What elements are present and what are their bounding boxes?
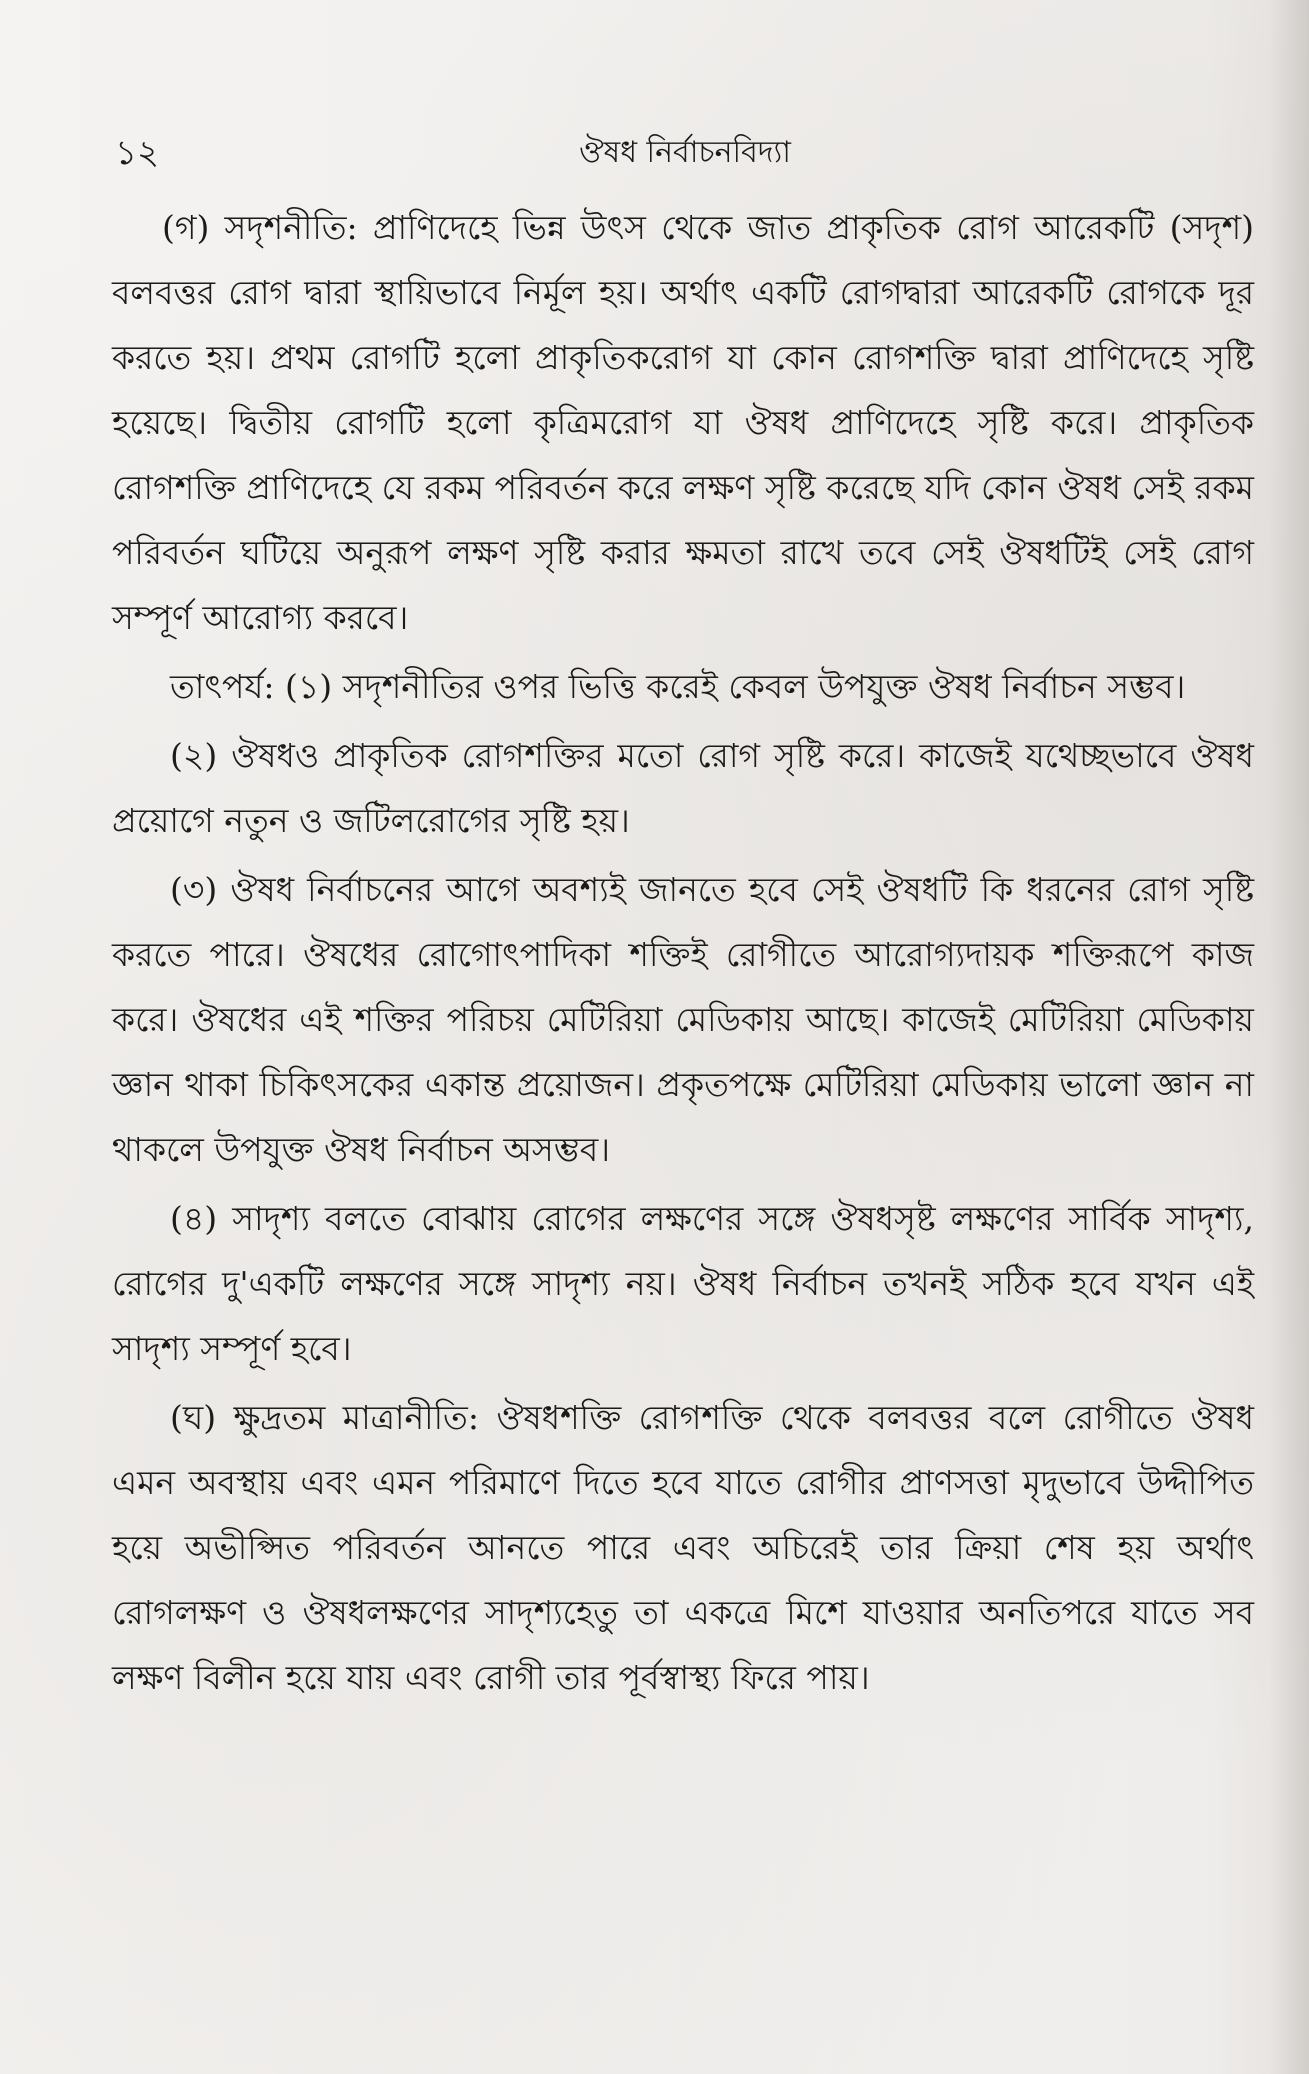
body-text <box>112 195 1254 1714</box>
paragraph-significance-1: তাৎপর্য: (১) সদৃশনীতির ওপর ভিত্তি করেই কেবল উপযুক্ত ঔষধ নির্বাচন সম্ভব। <box>170 667 1186 706</box>
running-title: ঔষধ নির্বাচনবিদ্যা <box>579 135 791 170</box>
paragraph-significance-4: (৪) সাদৃশ্য বলতে বোঝায় রোগের লক্ষণের সঙ্গে ঔষধসৃষ্ট লক্ষণের সার্বিক সাদৃশ্য, রোগের দু'একটি লক্ষণের সঙ্গে সাদৃশ্য নয়। ঔষধ নির্বাচন তখনই সঠিক হবে যখন এই সাদৃশ্য সম্পূর্ণ হবে। <box>112 1199 1254 1368</box>
page-header <box>115 128 1255 178</box>
page-edge-shadow <box>1269 0 1309 2074</box>
paragraph-significance-3: (৩) ঔষধ নির্বাচনের আগে অবশ্যই জানতে হবে সেই ঔষধটি কি ধরনের রোগ সৃষ্টি করতে পারে। ঔষধের রোগোৎপাদিকা শক্তিই রোগীতে আরোগ্যদায়ক শক্তিরূপে কাজ করে। ঔষধের এই শক্তির পরিচয় মেটিরিয়া মেডিকায় আছে। কাজেই মেটিরিয়া মেডিকায় জ্ঞান থাকা চিকিৎসকের একান্ত প্রয়োজন। প্রকৃতপক্ষে মেটিরিয়া মেডিকায় ভালো জ্ঞান না থাকলে উপযুক্ত ঔষধ নির্বাচন অসম্ভব। <box>112 870 1254 1169</box>
paragraph-similarity-principle: (গ) সদৃশনীতি: প্রাণিদেহে ভিন্ন উৎস থেকে জাত প্রাকৃতিক রোগ আরেকটি (সদৃশ) বলবত্তর রোগ দ্বারা স্থায়িভাবে নির্মূল হয়। অর্থাৎ একটি রোগদ্বারা আরেকটি রোগকে দূর করতে হয়। প্রথম রোগটি হলো প্রাকৃতিকরোগ যা কোন রোগশক্তি দ্বারা প্রাণিদেহে সৃষ্টি হয়েছে। দ্বিতীয় রোগটি হলো কৃত্রিমরোগ যা ঔষধ প্রাণিদেহে সৃষ্টি করে। প্রাকৃতিক রোগশক্তি প্রাণিদেহে যে রকম পরিবর্তন করে লক্ষণ সৃষ্টি করেছে যদি কোন ঔষধ সেই রকম পরিবর্তন ঘটিয়ে অনুরূপ লক্ষণ সৃষ্টি করার ক্ষমতা রাখে তবে সেই ঔষধটিই সেই রোগ সম্পূর্ণ আরোগ্য করবে। <box>112 208 1254 637</box>
page-number: ১২ <box>115 133 160 173</box>
paragraph-significance-2: (২) ঔষধও প্রাকৃতিক রোগশক্তির মতো রোগ সৃষ্টি করে। কাজেই যথেচ্ছভাবে ঔষধ প্রয়োগে নতুন ও জটিলরোগের সৃষ্টি হয়। <box>112 736 1254 840</box>
paragraph-minimum-dose-principle: (ঘ) ক্ষুদ্রতম মাত্রানীতি: ঔষধশক্তি রোগশক্তি থেকে বলবত্তর বলে রোগীতে ঔষধ এমন অবস্থায় এবং এমন পরিমাণে দিতে হবে যাতে রোগীর প্রাণসত্তা মৃদুভাবে উদ্দীপিত হয়ে অভীপ্সিত পরিবর্তন আনতে পারে এবং অচিরেই তার ক্রিয়া শেষ হয় অর্থাৎ রোগলক্ষণ ও ঔষধলক্ষণের সাদৃশ্যহেতু তা একত্রে মিশে যাওয়ার অনতিপরে যাতে সব লক্ষণ বিলীন হয়ে যায় এবং রোগী তার পূর্বস্বাস্থ্য ফিরে পায়। <box>112 1398 1254 1697</box>
